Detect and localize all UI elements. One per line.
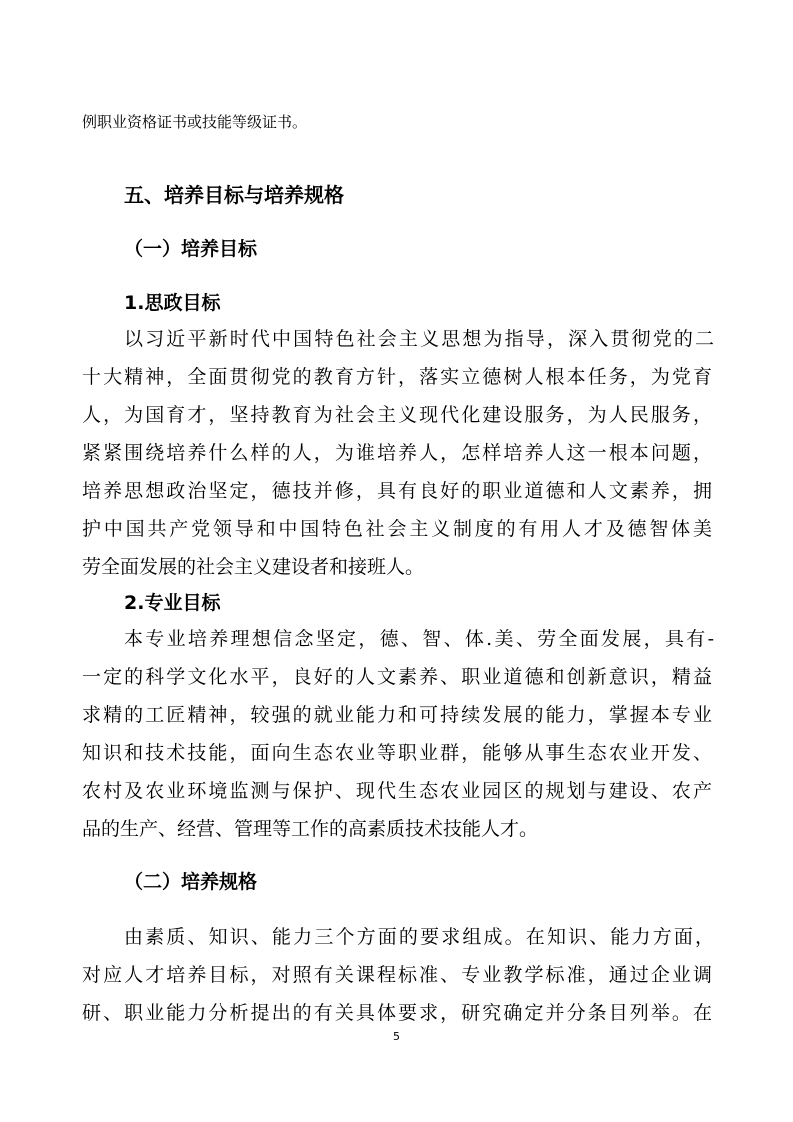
training-spec-line: 由素质、知识、能力三个方面的要求组成。在知识、能力方面， <box>124 926 714 948</box>
professional-goal-line: 品的生产、经营、管理等工作的高素质技术技能人才。 <box>82 818 539 840</box>
subsection-2-heading: （二）培养规格 <box>124 871 258 893</box>
subsection-1-heading: （一）培养目标 <box>124 238 258 260</box>
professional-goal-line: 本专业培养理想信念坚定，德、智、体.美、劳全面发展，具有- <box>124 628 714 650</box>
training-spec-line: 对应人才培养目标，对照有关课程标准、专业教学标准，通过企业调 <box>82 964 712 986</box>
ideology-goal-line: 护中国共产党领导和中国特色社会主义制度的有用人才及德智体美 <box>82 518 712 540</box>
ideology-goal-line: 人，为国育才，坚持教育为社会主义现代化建设服务，为人民服务， <box>82 404 712 426</box>
ideology-goal-line: 培养思想政治坚定，德技并修，具有良好的职业道德和人文素养，拥 <box>82 480 712 502</box>
item-2-heading: 2.专业目标 <box>124 592 221 614</box>
section-5-heading: 五、培养目标与培养规格 <box>124 183 344 207</box>
ideology-goal-line: 劳全面发展的社会主义建设者和接班人。 <box>82 556 425 578</box>
ideology-goal-line: 以习近平新时代中国特色社会主义思想为指导，深入贯彻党的二 <box>124 328 714 350</box>
training-spec-line: 研、职业能力分析提出的有关具体要求，研究确定并分条目列举。在 <box>82 1002 712 1024</box>
professional-goal-line: 求精的工匠精神，较强的就业能力和可持续发展的能力，掌握本专业 <box>82 704 712 726</box>
ideology-goal-line: 紧紧围绕培养什么样的人，为谁培养人，怎样培养人这一根本问题， <box>82 442 712 464</box>
item-1-heading: 1.思政目标 <box>124 292 221 314</box>
professional-goal-line: 一定的科学文化水平，良好的人文素养、职业道德和创新意识，精益 <box>82 666 712 688</box>
ideology-goal-line: 十大精神，全面贯彻党的教育方针，落实立德树人根本任务，为党育 <box>82 366 712 388</box>
page-number: 5 <box>393 1030 400 1043</box>
professional-goal-line: 农村及农业环境监测与保护、现代生态农业园区的规划与建设、农产 <box>82 780 712 802</box>
professional-goal-line: 知识和技术技能，面向生态农业等职业群，能够从事生态农业开发、 <box>82 742 712 764</box>
previous-paragraph-tail: 例职业资格证书或技能等级证书。 <box>82 113 308 131</box>
